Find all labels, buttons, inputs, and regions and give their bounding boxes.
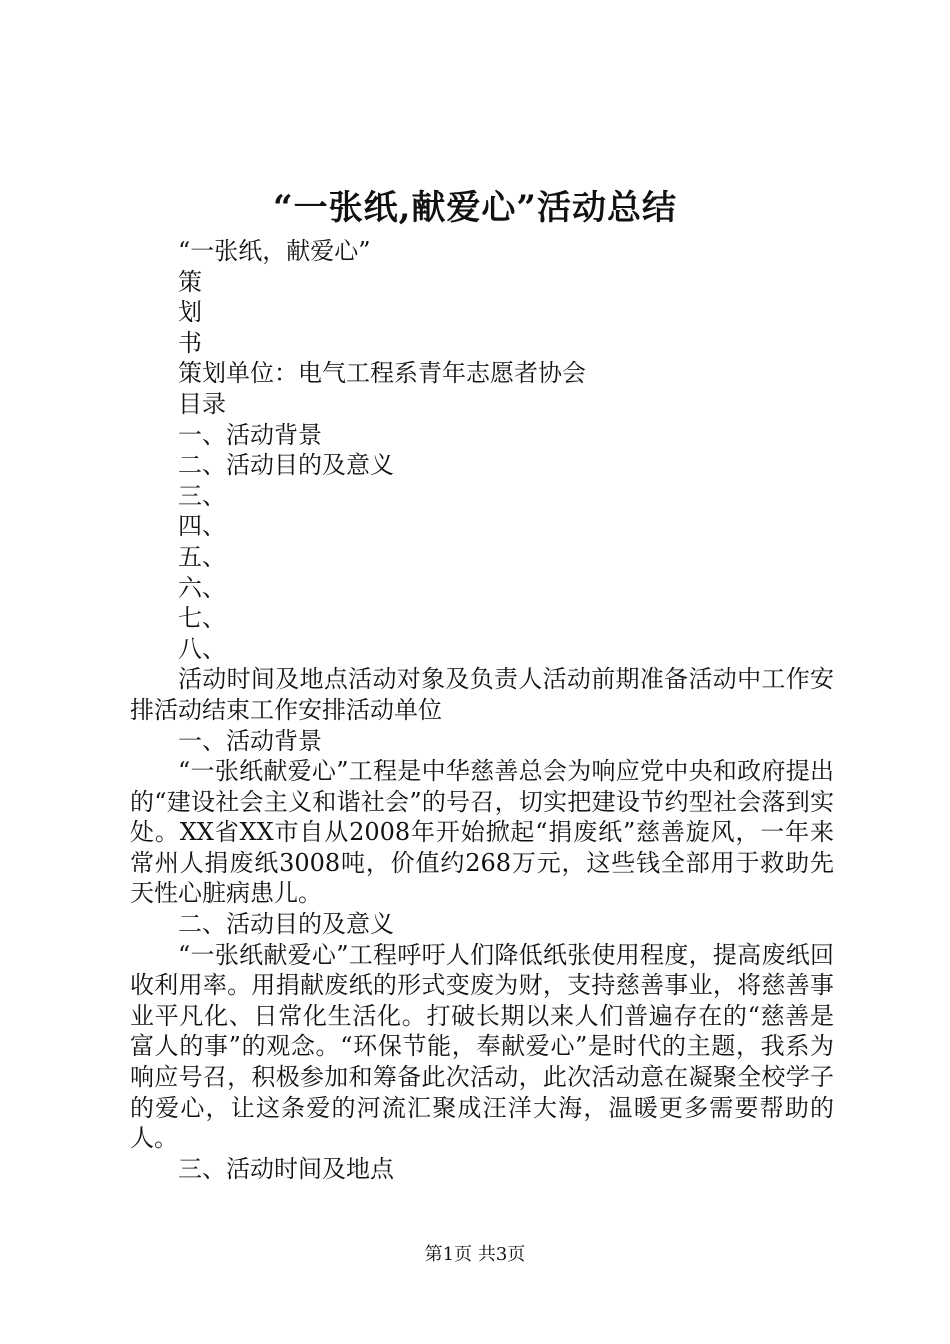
toc-heading: 目录 bbox=[178, 389, 226, 418]
toc-paragraph: 活动时间及地点活动对象及负责人活动前期准备活动中工作安排活动结束工作安排活动单位 bbox=[130, 665, 834, 724]
page-footer: 第1页 共3页 bbox=[424, 1244, 526, 1265]
text-line: 划 bbox=[178, 298, 202, 327]
toc-item: 二、活动目的及意义 bbox=[178, 451, 394, 480]
toc-item: 六、 bbox=[178, 573, 226, 602]
toc-item: 七、 bbox=[178, 604, 226, 633]
section-heading: 一、活动背景 bbox=[178, 726, 322, 755]
toc-item: 八、 bbox=[178, 634, 226, 663]
text-line: 策 bbox=[178, 267, 202, 296]
section-heading: 二、活动目的及意义 bbox=[178, 910, 394, 939]
section-paragraph: “一张纸献爱心”工程是中华慈善总会为响应党中央和政府提出的“建设社会主义和谐社会”的号召，切实把建设节约型社会落到实处。XX省XX市自从2008年开始掀起“捐废纸”慈善旋风，一年来常州人捐废纸3008吨，价值约268万元，这些钱全部用于救助先天性心脏病患儿。 bbox=[130, 757, 834, 908]
document-body bbox=[130, 236, 834, 1184]
document-title: “一张纸,献爱心”活动总结 bbox=[273, 188, 677, 228]
section-paragraph: “一张纸献爱心”工程呼吁人们降低纸张使用程度，提高废纸回收利用率。用捐献废纸的形式变废为财，支持慈善事业，将慈善事业平凡化、日常化生活化。打破长期以来人们普遍存在的“慈善是富人的事”的观念。“环保节能，奉献爱心”是时代的主题，我系为响应号召，积极参加和筹备此次活动，此次活动意在凝聚全校学子的爱心，让这条爱的河流汇聚成汪洋大海，温暖更多需要帮助的人。 bbox=[130, 940, 834, 1153]
section-heading: 三、活动时间及地点 bbox=[178, 1154, 394, 1183]
text-line: 书 bbox=[178, 328, 202, 357]
toc-item: 三、 bbox=[178, 481, 226, 510]
toc-item: 一、活动背景 bbox=[178, 420, 322, 449]
planning-unit: 策划单位：电气工程系青年志愿者协会 bbox=[178, 359, 586, 388]
toc-item: 五、 bbox=[178, 542, 226, 571]
toc-item: 四、 bbox=[178, 512, 226, 541]
text-line: “一张纸，献爱心” bbox=[178, 237, 371, 265]
